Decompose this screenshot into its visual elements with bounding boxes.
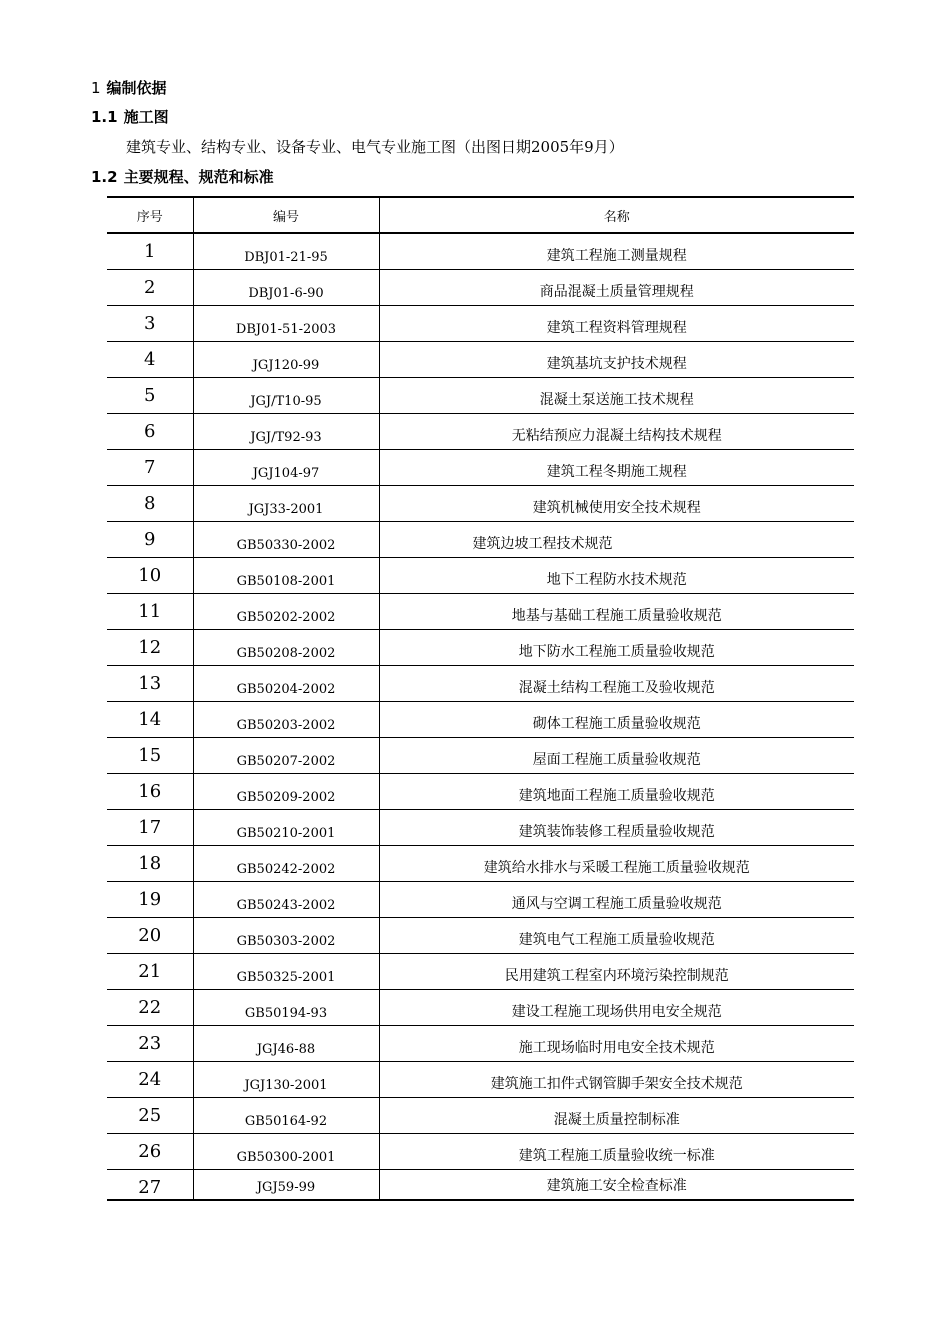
cell-code: GB50202-2002 bbox=[193, 593, 379, 629]
table-row bbox=[107, 521, 854, 557]
cell-code: GB50330-2002 bbox=[193, 521, 379, 557]
cell-seq: 6 bbox=[107, 413, 193, 449]
cell-seq: 25 bbox=[107, 1097, 193, 1133]
header-name: 名称 bbox=[379, 197, 854, 233]
cell-seq: 19 bbox=[107, 881, 193, 917]
section-title: 施工图 bbox=[123, 108, 169, 126]
table-row bbox=[107, 809, 854, 845]
table-row bbox=[107, 917, 854, 953]
cell-seq: 3 bbox=[107, 305, 193, 341]
cell-name: 建设工程施工现场供用电安全规范 bbox=[379, 989, 854, 1025]
section-heading-1-2 bbox=[91, 167, 274, 187]
table-row bbox=[107, 557, 854, 593]
cell-seq: 26 bbox=[107, 1133, 193, 1169]
cell-code: DBJ01-51-2003 bbox=[193, 305, 379, 341]
cell-seq: 2 bbox=[107, 269, 193, 305]
table-header bbox=[107, 197, 854, 233]
cell-name: 建筑工程施工质量验收统一标准 bbox=[379, 1133, 854, 1169]
header-row bbox=[107, 197, 854, 233]
cell-seq: 8 bbox=[107, 485, 193, 521]
cell-name: 建筑基坑支护技术规程 bbox=[379, 341, 854, 377]
cell-seq: 4 bbox=[107, 341, 193, 377]
table-row bbox=[107, 1169, 854, 1200]
cell-code: DBJ01-21-95 bbox=[193, 233, 379, 269]
cell-name: 建筑工程资料管理规程 bbox=[379, 305, 854, 341]
table-row bbox=[107, 305, 854, 341]
cell-code: GB50203-2002 bbox=[193, 701, 379, 737]
cell-seq: 20 bbox=[107, 917, 193, 953]
section-heading-1 bbox=[91, 78, 167, 98]
cell-code: JGJ130-2001 bbox=[193, 1061, 379, 1097]
cell-code: DBJ01-6-90 bbox=[193, 269, 379, 305]
cell-seq: 12 bbox=[107, 629, 193, 665]
drawings-paragraph: 建筑专业、结构专业、设备专业、电气专业施工图（出图日期2005年9月） bbox=[126, 138, 624, 156]
cell-code: JGJ59-99 bbox=[193, 1169, 379, 1200]
cell-name: 建筑边坡工程技术规范 bbox=[379, 521, 854, 557]
table-body bbox=[107, 233, 854, 1200]
table-row bbox=[107, 233, 854, 269]
cell-seq: 16 bbox=[107, 773, 193, 809]
table-row bbox=[107, 845, 854, 881]
table-row bbox=[107, 341, 854, 377]
cell-name: 地基与基础工程施工质量验收规范 bbox=[379, 593, 854, 629]
cell-name: 混凝土质量控制标准 bbox=[379, 1097, 854, 1133]
cell-name: 建筑电气工程施工质量验收规范 bbox=[379, 917, 854, 953]
table-row bbox=[107, 377, 854, 413]
cell-code: GB50303-2002 bbox=[193, 917, 379, 953]
cell-name: 通风与空调工程施工质量验收规范 bbox=[379, 881, 854, 917]
cell-seq: 5 bbox=[107, 377, 193, 413]
cell-code: GB50164-92 bbox=[193, 1097, 379, 1133]
cell-seq: 27 bbox=[107, 1169, 193, 1200]
table-row bbox=[107, 737, 854, 773]
cell-seq: 1 bbox=[107, 233, 193, 269]
section-title: 编制依据 bbox=[106, 79, 167, 97]
table-row bbox=[107, 953, 854, 989]
cell-name: 屋面工程施工质量验收规范 bbox=[379, 737, 854, 773]
cell-name: 建筑给水排水与采暖工程施工质量验收规范 bbox=[379, 845, 854, 881]
cell-name: 建筑地面工程施工质量验收规范 bbox=[379, 773, 854, 809]
cell-code: JGJ104-97 bbox=[193, 449, 379, 485]
cell-seq: 15 bbox=[107, 737, 193, 773]
table-row bbox=[107, 485, 854, 521]
table-row bbox=[107, 1061, 854, 1097]
cell-seq: 14 bbox=[107, 701, 193, 737]
standards-table bbox=[107, 196, 854, 1201]
table-row bbox=[107, 1133, 854, 1169]
cell-code: GB50108-2001 bbox=[193, 557, 379, 593]
cell-seq: 18 bbox=[107, 845, 193, 881]
cell-name: 建筑机械使用安全技术规程 bbox=[379, 485, 854, 521]
cell-name: 施工现场临时用电安全技术规范 bbox=[379, 1025, 854, 1061]
cell-code: GB50208-2002 bbox=[193, 629, 379, 665]
cell-name: 地下工程防水技术规范 bbox=[379, 557, 854, 593]
cell-name: 砌体工程施工质量验收规范 bbox=[379, 701, 854, 737]
cell-code: GB50207-2002 bbox=[193, 737, 379, 773]
cell-seq: 23 bbox=[107, 1025, 193, 1061]
cell-name: 民用建筑工程室内环境污染控制规范 bbox=[379, 953, 854, 989]
cell-seq: 7 bbox=[107, 449, 193, 485]
table-row bbox=[107, 593, 854, 629]
cell-code: GB50300-2001 bbox=[193, 1133, 379, 1169]
table-row bbox=[107, 629, 854, 665]
table-row bbox=[107, 1097, 854, 1133]
cell-name: 地下防水工程施工质量验收规范 bbox=[379, 629, 854, 665]
table-row bbox=[107, 881, 854, 917]
cell-seq: 11 bbox=[107, 593, 193, 629]
section-heading-1-1 bbox=[91, 107, 169, 127]
table-row bbox=[107, 773, 854, 809]
section-number: 1.1 bbox=[91, 108, 118, 126]
cell-seq: 22 bbox=[107, 989, 193, 1025]
cell-name: 混凝土泵送施工技术规程 bbox=[379, 377, 854, 413]
cell-name: 建筑装饰装修工程质量验收规范 bbox=[379, 809, 854, 845]
standards-table-container bbox=[107, 196, 854, 1201]
table-row bbox=[107, 449, 854, 485]
cell-seq: 10 bbox=[107, 557, 193, 593]
cell-seq: 9 bbox=[107, 521, 193, 557]
cell-code: GB50325-2001 bbox=[193, 953, 379, 989]
cell-code: GB50242-2002 bbox=[193, 845, 379, 881]
cell-code: GB50243-2002 bbox=[193, 881, 379, 917]
section-number: 1.2 bbox=[91, 168, 118, 186]
section-title: 主要规程、规范和标准 bbox=[123, 168, 274, 186]
cell-seq: 17 bbox=[107, 809, 193, 845]
section-number: 1 bbox=[91, 79, 101, 97]
table-row bbox=[107, 269, 854, 305]
header-seq: 序号 bbox=[107, 197, 193, 233]
cell-name: 建筑工程冬期施工规程 bbox=[379, 449, 854, 485]
cell-name: 无粘结预应力混凝土结构技术规程 bbox=[379, 413, 854, 449]
table-row bbox=[107, 701, 854, 737]
cell-code: GB50210-2001 bbox=[193, 809, 379, 845]
cell-seq: 13 bbox=[107, 665, 193, 701]
cell-code: JGJ33-2001 bbox=[193, 485, 379, 521]
table-row bbox=[107, 989, 854, 1025]
cell-code: GB50209-2002 bbox=[193, 773, 379, 809]
cell-seq: 21 bbox=[107, 953, 193, 989]
cell-code: JGJ120-99 bbox=[193, 341, 379, 377]
cell-name: 商品混凝土质量管理规程 bbox=[379, 269, 854, 305]
table-row bbox=[107, 1025, 854, 1061]
table-row bbox=[107, 665, 854, 701]
cell-code: GB50204-2002 bbox=[193, 665, 379, 701]
cell-code: JGJ/T10-95 bbox=[193, 377, 379, 413]
cell-code: JGJ/T92-93 bbox=[193, 413, 379, 449]
cell-name: 建筑工程施工测量规程 bbox=[379, 233, 854, 269]
cell-name: 混凝土结构工程施工及验收规范 bbox=[379, 665, 854, 701]
table-row bbox=[107, 413, 854, 449]
cell-name: 建筑施工安全检查标准 bbox=[379, 1169, 854, 1200]
cell-code: JGJ46-88 bbox=[193, 1025, 379, 1061]
cell-name: 建筑施工扣件式钢管脚手架安全技术规范 bbox=[379, 1061, 854, 1097]
cell-code: GB50194-93 bbox=[193, 989, 379, 1025]
header-code: 编号 bbox=[193, 197, 379, 233]
cell-seq: 24 bbox=[107, 1061, 193, 1097]
